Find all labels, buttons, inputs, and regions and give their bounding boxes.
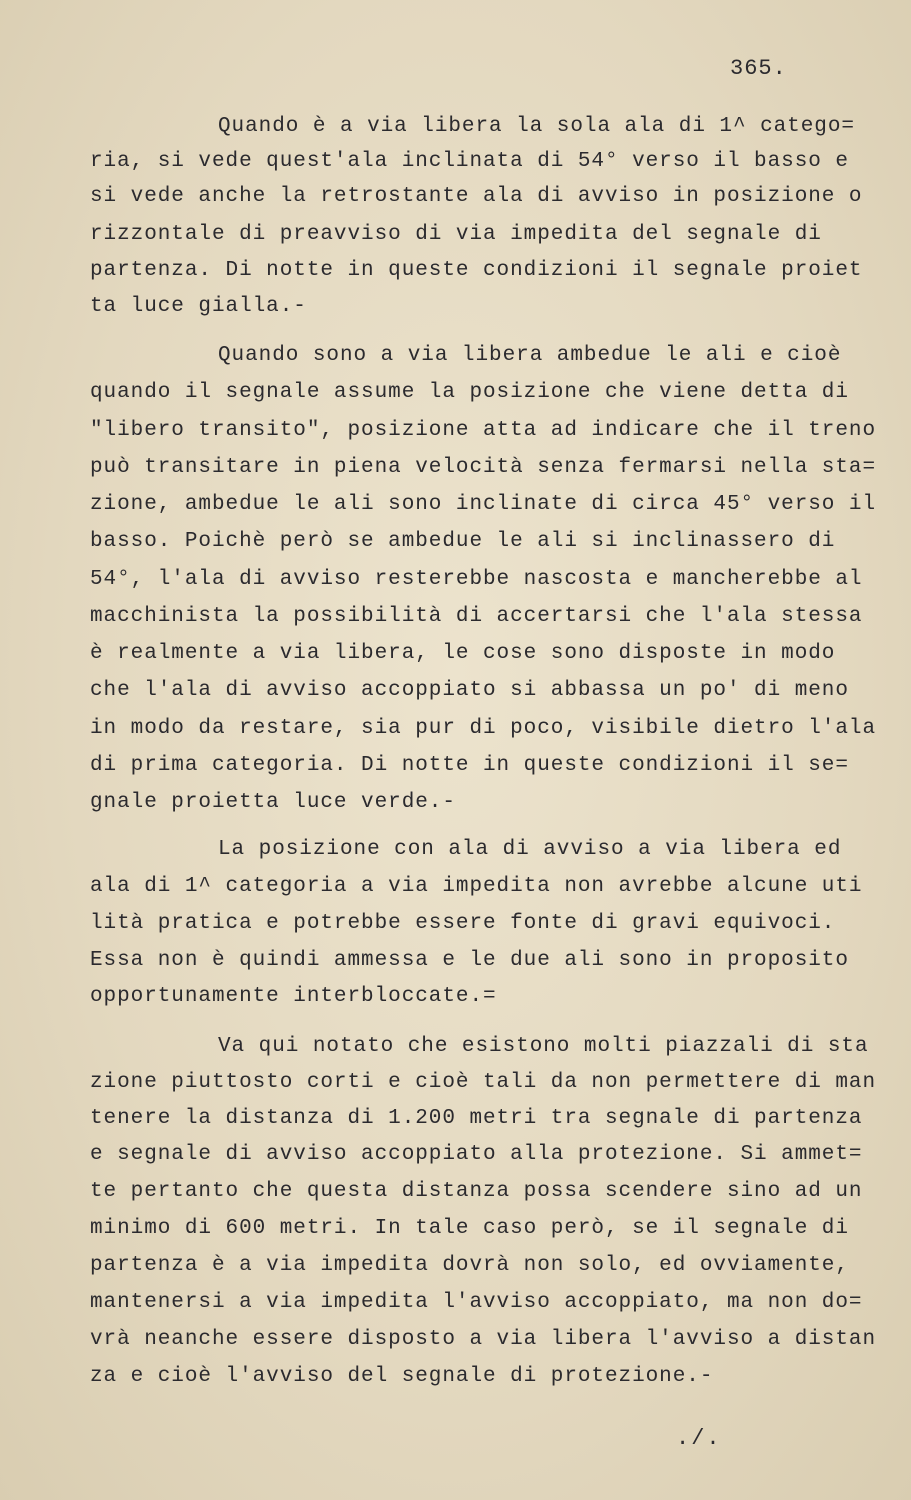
text-line: può transitare in piena velocità senza fermarsi nella sta= — [90, 456, 877, 479]
text-line: mantenersi a via impedita l'avviso accoppiato, ma non do= — [90, 1291, 863, 1314]
text-line: Essa non è quindi ammessa e le due ali sono in proposito — [90, 949, 849, 972]
text-line: ta luce gialla.- — [90, 295, 307, 318]
text-line: partenza è a via impedita dovrà non solo, ed ovviamente, — [90, 1254, 849, 1277]
text-line: partenza. Di notte in queste condizioni il segnale proiet — [90, 259, 863, 282]
text-line: Va qui notato che esistono molti piazzali di sta — [218, 1035, 869, 1058]
text-line: 54°, l'ala di avviso resterebbe nascosta e mancherebbe al — [90, 568, 863, 591]
text-line: ria, si vede quest'ala inclinata di 54° verso il basso e — [90, 150, 849, 173]
text-line: minimo di 600 metri. In tale caso però, se il segnale di — [90, 1217, 849, 1240]
text-line: rizzontale di preavviso di via impedita del segnale di — [90, 223, 822, 246]
text-line: che l'ala di avviso accoppiato si abbassa un po' di meno — [90, 679, 849, 702]
text-line: si vede anche la retrostante ala di avviso in posizione o — [90, 185, 863, 208]
text-line: Quando è a via libera la sola ala di 1^ catego= — [218, 115, 855, 138]
text-line: ala di 1^ categoria a via impedita non avrebbe alcune uti — [90, 875, 863, 898]
text-line: za e cioè l'avviso del segnale di protezione.- — [90, 1365, 714, 1388]
text-line: tenere la distanza di 1.200 metri tra segnale di partenza — [90, 1107, 863, 1130]
text-line: zione, ambedue le ali sono inclinate di circa 45° verso il — [90, 493, 877, 516]
text-line: Quando sono a via libera ambedue le ali e cioè — [218, 344, 842, 367]
text-line: in modo da restare, sia pur di poco, visibile dietro l'ala — [90, 717, 877, 740]
text-line: quando il segnale assume la posizione che viene detta di — [90, 381, 849, 404]
text-line: "libero transito", posizione atta ad indicare che il treno — [90, 419, 877, 442]
text-line: macchinista la possibilità di accertarsi che l'ala stessa — [90, 605, 863, 628]
text-line: gnale proietta luce verde.- — [90, 791, 456, 814]
text-line: è realmente a via libera, le cose sono disposte in modo — [90, 642, 836, 665]
text-line: opportunamente interbloccate.= — [90, 985, 497, 1008]
text-line: di prima categoria. Di notte in queste condizioni il se= — [90, 754, 849, 777]
text-line: vrà neanche essere disposto a via libera l'avviso a distan — [90, 1328, 877, 1351]
text-line: basso. Poichè però se ambedue le ali si inclinassero di — [90, 530, 836, 553]
continuation-mark: ./. — [676, 1426, 722, 1451]
text-line: e segnale di avviso accoppiato alla protezione. Si ammet= — [90, 1143, 863, 1166]
text-line: La posizione con ala di avviso a via libera ed — [218, 838, 842, 861]
page-number: 365. — [730, 56, 787, 81]
text-line: te pertanto che questa distanza possa scendere sino ad un — [90, 1180, 863, 1203]
text-line: zione piuttosto corti e cioè tali da non permettere di man — [90, 1071, 877, 1094]
text-line: lità pratica e potrebbe essere fonte di gravi equivoci. — [90, 912, 836, 935]
